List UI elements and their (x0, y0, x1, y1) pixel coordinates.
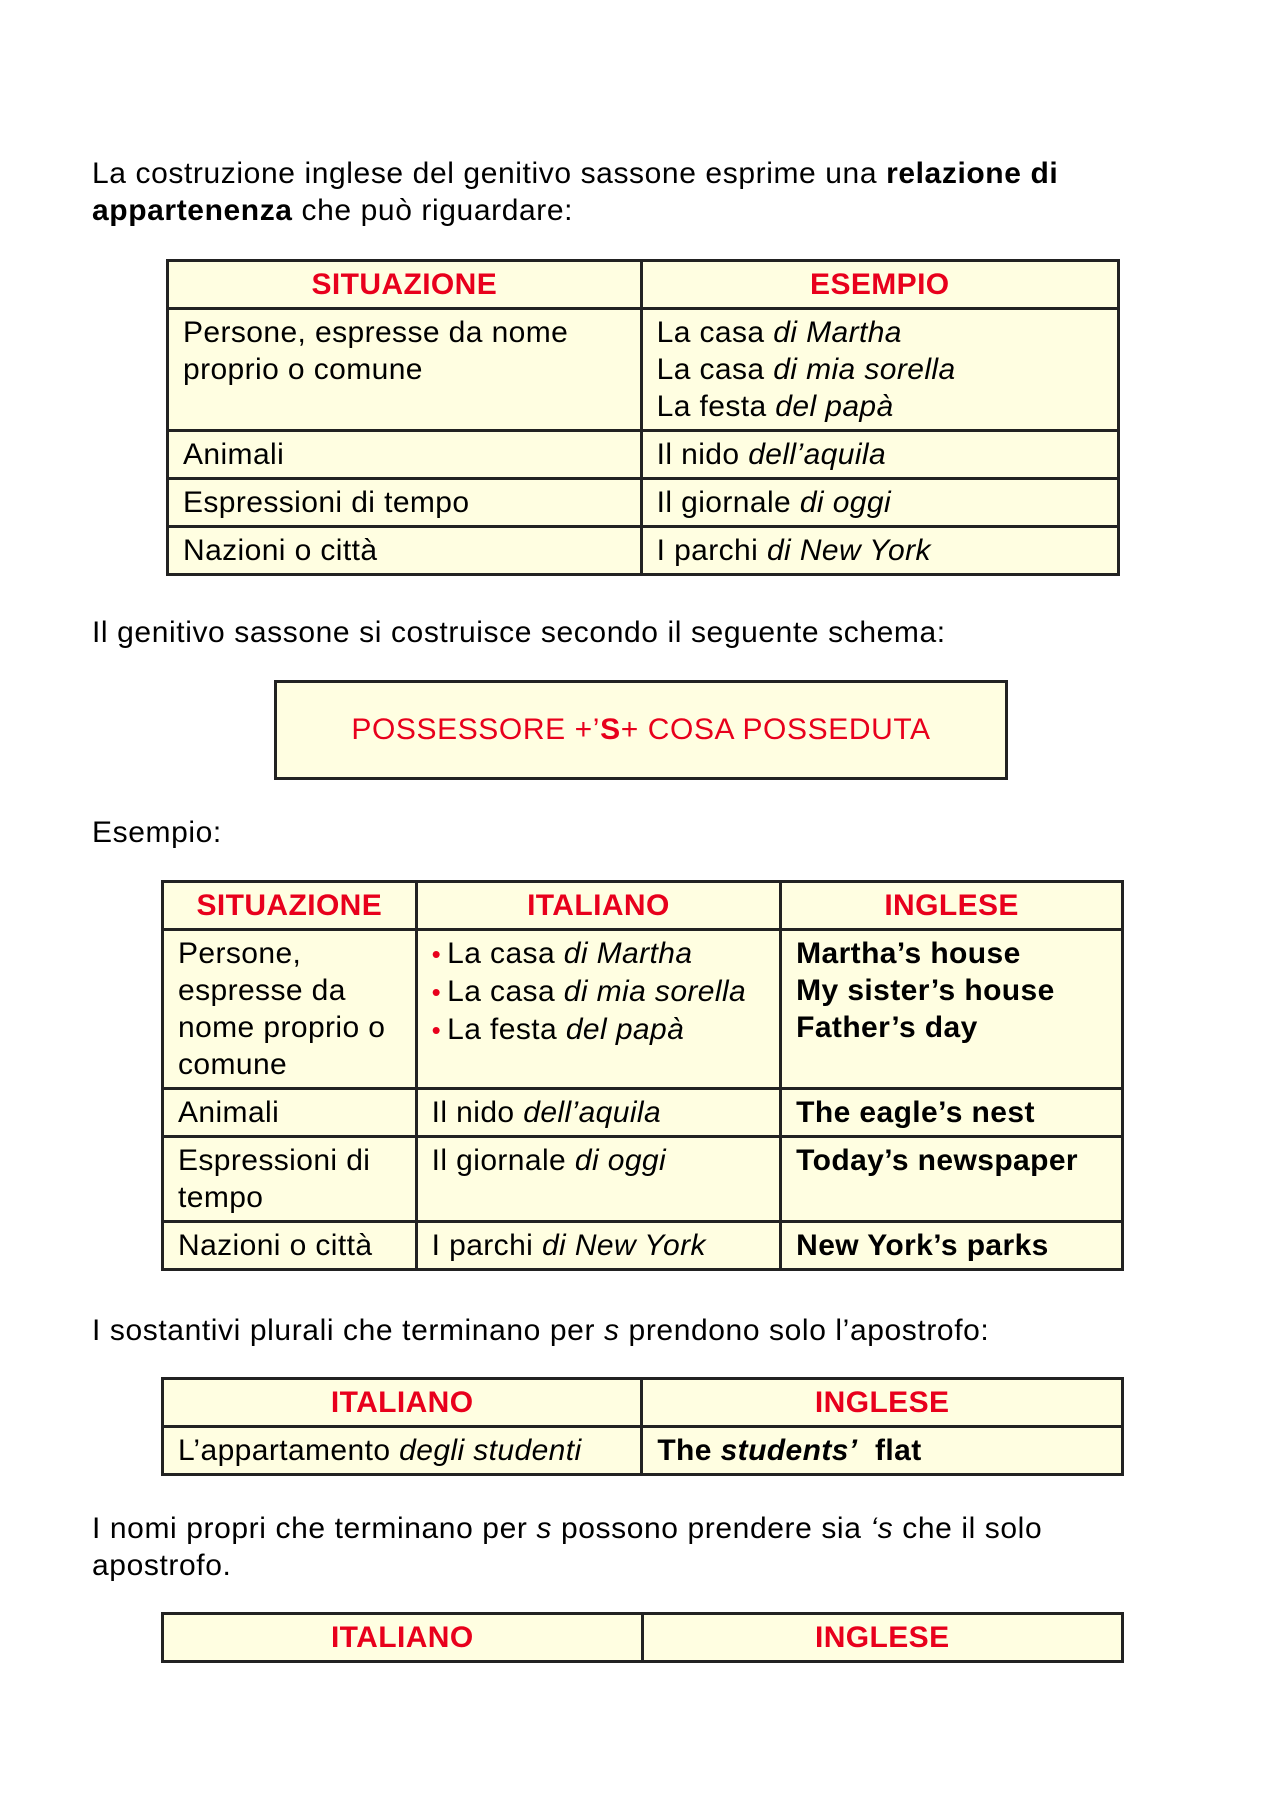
cell-text: nome proprio o (178, 1011, 386, 1044)
proper-names-table (161, 1612, 1124, 1663)
situation-cell: Animali (168, 431, 642, 479)
header-italiano: ITALIANO (163, 1379, 642, 1427)
note-italic: ‘s (870, 1512, 894, 1545)
situation-cell: Nazioni o città (168, 527, 642, 575)
situation-cell (163, 930, 417, 1089)
schema-box (274, 680, 1008, 780)
plural-note (92, 1312, 1102, 1349)
bullet-icon: • (431, 977, 442, 1007)
cell-text: flat (857, 1434, 922, 1467)
note-text: che il solo (893, 1512, 1043, 1545)
table-row (163, 930, 1123, 1089)
examples-table (161, 880, 1124, 1271)
table-row (168, 431, 1119, 479)
cell-text-italic: di oggi (574, 1144, 667, 1177)
english-cell (781, 930, 1123, 1089)
schema-s: S (600, 713, 621, 746)
english-cell (642, 1427, 1123, 1475)
header-inglese: INGLESE (642, 1614, 1122, 1662)
table-row (163, 1222, 1123, 1270)
header-italiano: ITALIANO (163, 1614, 643, 1662)
note-text: I nomi propri che terminano per (92, 1512, 537, 1545)
schema-left: POSSESSORE +’ (351, 713, 601, 746)
cell-text: Martha’s house (796, 937, 1021, 970)
situation-cell (168, 309, 642, 431)
cell-text: tempo (178, 1181, 264, 1214)
example-cell (641, 479, 1118, 527)
italian-cell (416, 930, 780, 1089)
note-text: prendono solo l’apostrofo: (619, 1314, 990, 1347)
italian-cell (163, 1427, 642, 1475)
cell-text: La casa (656, 353, 774, 386)
schema-right: + COSA POSSEDUTA (620, 713, 931, 746)
cell-text: proprio o comune (183, 353, 423, 386)
english-cell: New York’s parks (781, 1222, 1123, 1270)
english-cell: Today’s newspaper (781, 1137, 1123, 1222)
table-row (163, 1089, 1123, 1137)
note-italic: s (603, 1314, 620, 1347)
cell-text: Il giornale (656, 486, 800, 519)
intro-bold-1: relazione di (886, 157, 1059, 190)
cell-text: Espressioni di (178, 1144, 371, 1177)
cell-text: Persone, (178, 937, 302, 970)
example-cell (641, 309, 1118, 431)
cell-text: Persone, espresse da nome (183, 316, 569, 349)
cell-text-italic: del papà (565, 1013, 685, 1046)
note-text: apostrofo. (92, 1549, 232, 1582)
header-situazione: SITUAZIONE (163, 882, 417, 930)
example-cell (641, 527, 1118, 575)
cell-text-italic: di oggi (799, 486, 892, 519)
cell-text-italic: di Martha (563, 937, 693, 970)
situation-cell: Espressioni di tempo (168, 479, 642, 527)
cell-text: Father’s day (796, 1011, 978, 1044)
cell-text-italic: degli studenti (399, 1434, 582, 1467)
situation-cell (163, 1137, 417, 1222)
cell-text: La casa (656, 316, 774, 349)
cell-text: L’appartamento (178, 1434, 400, 1467)
cell-text: I parchi (431, 1229, 542, 1262)
cell-text-italic: di mia sorella (773, 353, 956, 386)
cell-text-italic: dell’aquila (748, 438, 887, 471)
cell-text: La festa (656, 390, 776, 423)
header-esempio: ESEMPIO (641, 261, 1118, 309)
bullet-icon: • (431, 939, 442, 969)
italian-cell (416, 1222, 780, 1270)
cell-text-italic: dell’aquila (523, 1096, 662, 1129)
situation-example-table (166, 259, 1120, 576)
cell-text: espresse da (178, 974, 346, 1007)
cell-text-italic: di Martha (773, 316, 902, 349)
italian-cell (416, 1137, 780, 1222)
header-italiano: ITALIANO (416, 882, 780, 930)
header-inglese: INGLESE (781, 882, 1123, 930)
table-row (168, 479, 1119, 527)
cell-text-italic: students’ (720, 1434, 858, 1467)
intro-bold-2: appartenenza (92, 194, 293, 227)
schema-intro: Il genitivo sassone si costruisce secondo il seguente schema: (92, 616, 946, 649)
esempio-label: Esempio: (92, 816, 222, 849)
note-text: possono prendere sia (552, 1512, 871, 1545)
cell-text: Il nido (656, 438, 749, 471)
cell-text-italic: di New York (766, 534, 931, 567)
table-row (163, 1427, 1123, 1475)
table-header-row (168, 261, 1119, 309)
table-row (168, 527, 1119, 575)
cell-text: Il giornale (431, 1144, 575, 1177)
cell-text: La casa (447, 937, 564, 970)
cell-text-italic: di New York (541, 1229, 706, 1262)
english-cell: The eagle’s nest (781, 1089, 1123, 1137)
cell-text-italic: di mia sorella (563, 975, 747, 1008)
intro-paragraph (92, 155, 1102, 229)
cell-text: I parchi (656, 534, 767, 567)
table-header-row (163, 882, 1123, 930)
cell-text: La casa (447, 975, 564, 1008)
table-row (168, 309, 1119, 431)
header-inglese: INGLESE (642, 1379, 1123, 1427)
note-italic: s (536, 1512, 553, 1545)
situation-cell: Nazioni o città (163, 1222, 417, 1270)
intro-text-2: che può riguardare: (292, 194, 574, 227)
note-text: I sostantivi plurali che terminano per (92, 1314, 604, 1347)
cell-text: La festa (447, 1013, 566, 1046)
header-situazione: SITUAZIONE (168, 261, 642, 309)
intro-text: La costruzione inglese del genitivo sassone esprime una (92, 157, 887, 190)
cell-text: Il nido (431, 1096, 524, 1129)
situation-cell: Animali (163, 1089, 417, 1137)
example-cell (641, 431, 1118, 479)
table-header-row (163, 1614, 1123, 1662)
bullet-icon: • (431, 1015, 442, 1045)
cell-text: My sister’s house (796, 974, 1055, 1007)
italian-cell (416, 1089, 780, 1137)
table-header-row (163, 1379, 1123, 1427)
table-row (163, 1137, 1123, 1222)
cell-text: comune (178, 1048, 288, 1081)
cell-text: The (657, 1434, 721, 1467)
plural-table (161, 1377, 1124, 1476)
cell-text-italic: del papà (775, 390, 894, 423)
proper-note (92, 1510, 1102, 1584)
